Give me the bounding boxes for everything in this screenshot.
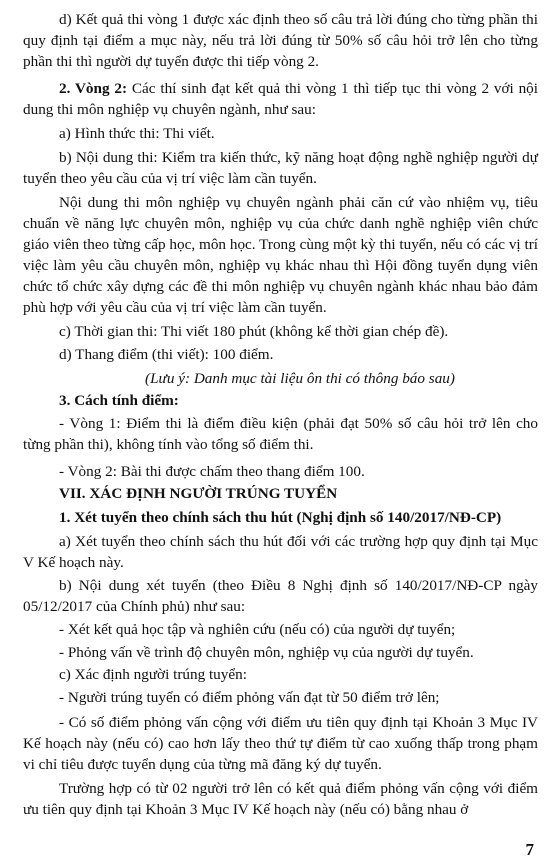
- paragraph-round2: [23, 78, 538, 120]
- paragraph-tie-case: Trường hợp có từ 02 người trở lên có kết quả điểm phỏng vấn cộng với điểm ưu tiên quy định tại Khoản 3 Mục IV Kế hoạch này (nếu có) bằng nhau ở: [23, 780, 538, 818]
- paragraph-selection-content: b) Nội dung xét tuyển (theo Điều 8 Nghị định số 140/2017/NĐ-CP ngày 05/12/2017 của Chính phủ) như sau:: [23, 577, 538, 615]
- paragraph-exam-content: b) Nội dung thi: Kiểm tra kiến thức, kỹ năng hoạt động nghề nghiệp người dự tuyển theo yêu cầu của vị trí việc làm cần tuyển.: [23, 149, 538, 187]
- paragraph-scoring-round1: - Vòng 1: Điểm thi là điểm điều kiện (phải đạt 50% số câu hỏi trở lên cho từng phần thi), không tính vào tổng số điểm thi.: [23, 415, 538, 453]
- paragraph-round2-text: Các thí sinh đạt kết quả thi vòng 1 thì tiếp tục thi vòng 2 với nội dung thi môn nghiệp vụ chuyên ngành, như sau:: [23, 80, 538, 118]
- list-item-min-score: - Người trúng tuyển có điểm phỏng vấn đạt từ 50 điểm trở lên;: [59, 689, 440, 706]
- heading-scoring-method: 3. Cách tính điểm:: [59, 392, 179, 409]
- paragraph-scoring-round2: - Vòng 2: Bài thi được chấm theo thang điểm 100.: [59, 463, 365, 480]
- heading-round2: 2. Vòng 2:: [59, 80, 128, 97]
- page-number: 7: [525, 840, 534, 859]
- heading-section-vii: VII. XÁC ĐỊNH NGƯỜI TRÚNG TUYỂN: [59, 485, 338, 502]
- heading-attraction-policy: 1. Xét tuyển theo chính sách thu hút (Nghị định số 140/2017/NĐ-CP): [59, 509, 502, 526]
- list-item-study-results: - Xét kết quả học tập và nghiên cứu (nếu có) của người dự tuyển;: [59, 621, 456, 638]
- paragraph-attraction-cases: a) Xét tuyển theo chính sách thu hút đối với các trường hợp quy định tại Mục V Kế hoạch này.: [23, 533, 538, 571]
- list-item-interview: - Phỏng vấn về trình độ chuyên môn, nghiệp vụ của người dự tuyển.: [59, 644, 474, 661]
- paragraph-specialized-content: Nội dung thi môn nghiệp vụ chuyên ngành phải căn cứ vào nhiệm vụ, tiêu chuẩn về năng lực chuyên môn, nghiệp vụ của chức danh nghề nghiệp viên chức giáo viên theo từng cấp học, môn học. Trong cùng một kỳ thi tuyển, nếu có các vị trí việc làm yêu cầu chuyên môn, nghiệp vụ khác nhau thì Hội đồng tuyển dụng viên chức tổ chức xây dựng các đề thi môn nghiệp vụ chuyên ngành khác nhau bảo đảm phù hợp với yêu cầu của vị trí việc làm cần tuyển.: [23, 194, 538, 316]
- list-item-priority-ranking: - Có số điểm phỏng vấn cộng với điểm ưu tiên quy định tại Khoản 3 Mục IV Kế hoạch này (nếu có) cao hơn lấy theo thứ tự điểm từ cao xuống thấp trong phạm vi chỉ tiêu được tuyển dụng của từng mã đăng ký dự tuyển.: [23, 714, 538, 773]
- paragraph-round1-result: d) Kết quả thi vòng 1 được xác định theo số câu trả lời đúng cho từng phần thi quy định tại điểm a mục này, nếu trả lời đúng từ 50% số câu hỏi trở lên cho từng phần thi thì người dự tuyển được thi tiếp vòng 2.: [23, 11, 538, 70]
- note-study-materials: (Lưu ý: Danh mục tài liệu ôn thi có thông báo sau): [145, 370, 455, 387]
- paragraph-score-scale: d) Thang điểm (thi viết): 100 điểm.: [59, 346, 274, 363]
- paragraph-winner-criteria: c) Xác định người trúng tuyển:: [59, 666, 247, 683]
- paragraph-exam-time: c) Thời gian thi: Thi viết 180 phút (không kể thời gian chép đề).: [59, 323, 449, 340]
- paragraph-exam-form: a) Hình thức thi: Thi viết.: [59, 125, 215, 142]
